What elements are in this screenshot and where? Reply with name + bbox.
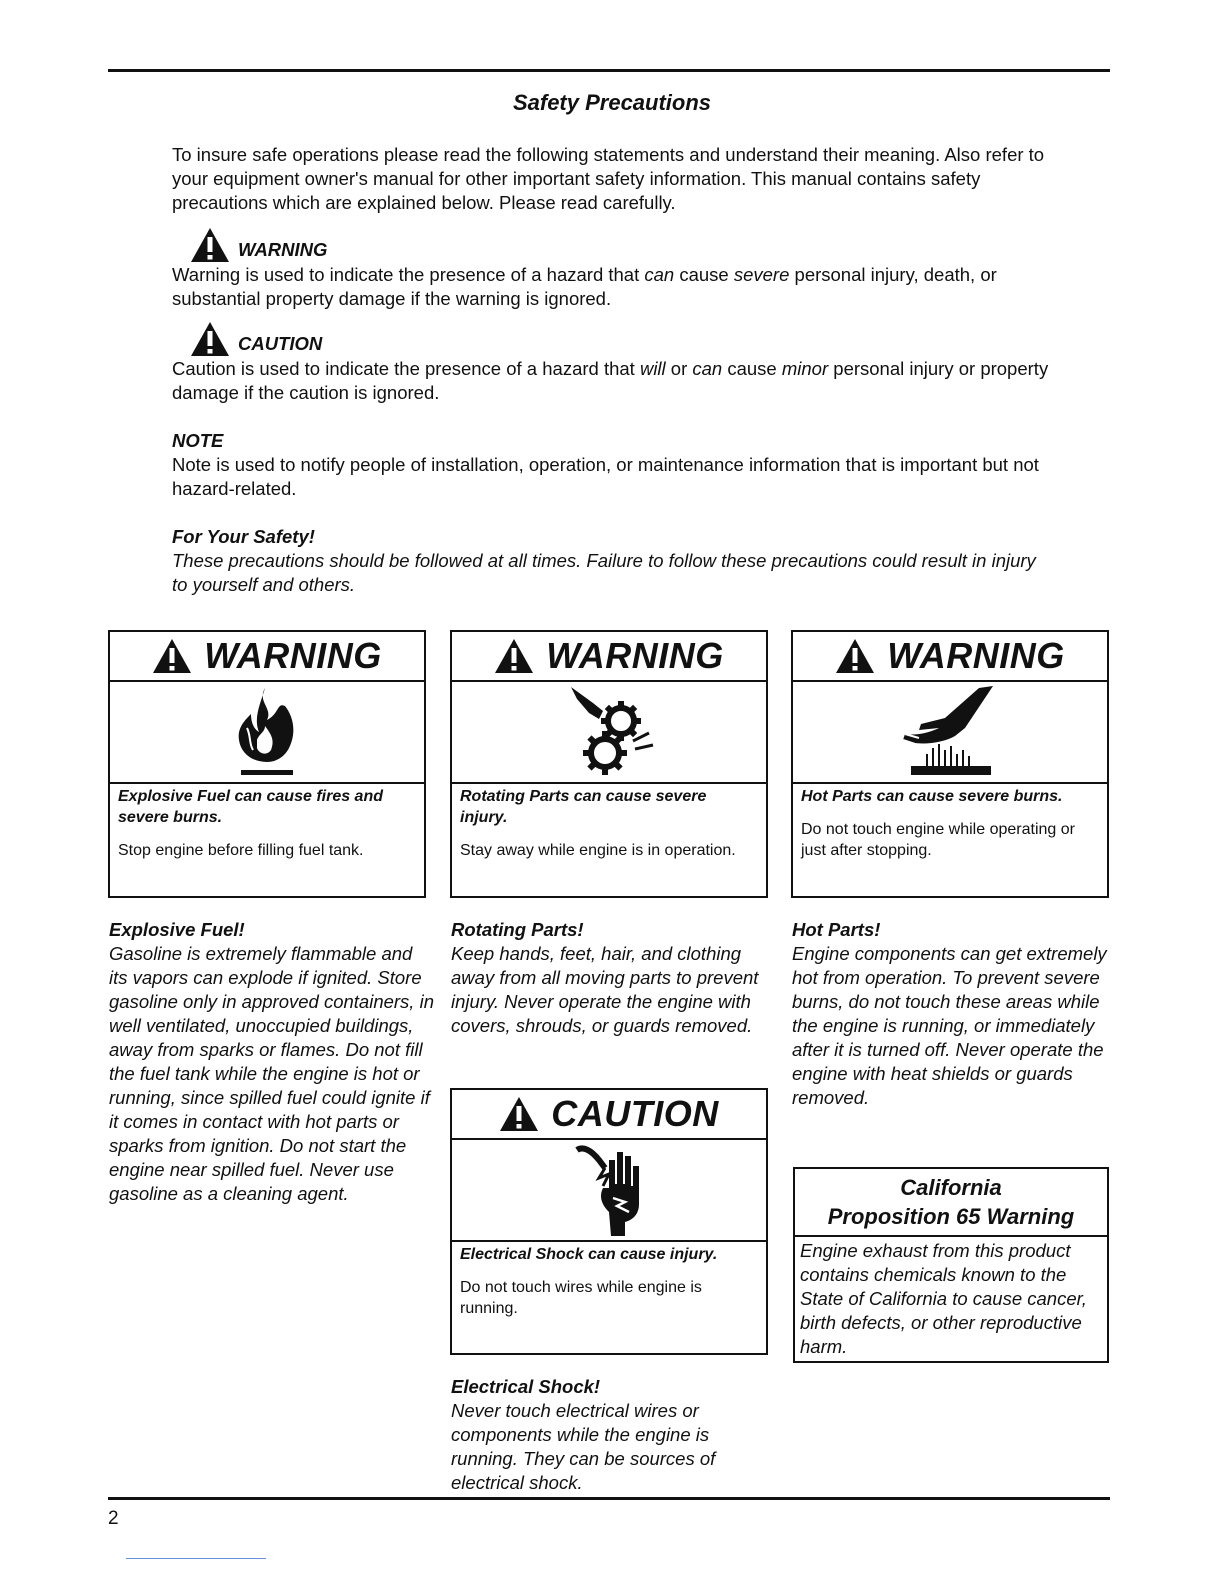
hazard-statement: Rotating Parts can cause severe injury. bbox=[460, 788, 707, 826]
detail-text: Never touch electrical wires or components while the engine is running. They can be sources of electrical shock. bbox=[451, 1400, 716, 1493]
detail-heading: Explosive Fuel! bbox=[109, 919, 245, 940]
sign-pictogram bbox=[452, 1140, 766, 1242]
caution-sign-electric bbox=[450, 1088, 768, 1355]
intro-section bbox=[172, 143, 1052, 597]
footer-link-line[interactable] bbox=[126, 1558, 266, 1559]
action-statement: Do not touch wires while engine is running. bbox=[460, 1279, 702, 1317]
caution-triangle-icon bbox=[190, 321, 230, 357]
hazard-statement: Explosive Fuel can cause fires and severe burns. bbox=[118, 788, 383, 826]
fire-icon bbox=[227, 684, 307, 780]
prop65-title-line1: California bbox=[900, 1175, 1002, 1200]
warning-triangle-icon bbox=[835, 638, 875, 674]
caution-triangle-icon bbox=[499, 1096, 539, 1132]
prop65-title-line2: Proposition 65 Warning bbox=[827, 1204, 1075, 1229]
detail-heading: Hot Parts! bbox=[792, 919, 881, 940]
sign-pictogram bbox=[793, 682, 1107, 784]
signal-word: CAUTION bbox=[551, 1093, 719, 1134]
detail-heading: Electrical Shock! bbox=[451, 1376, 601, 1397]
rotating-gears-icon bbox=[559, 683, 659, 781]
action-statement: Do not touch engine while operating or just after stopping. bbox=[801, 821, 1075, 859]
caution-label: CAUTION bbox=[238, 333, 323, 354]
warning-label: WARNING bbox=[238, 239, 328, 260]
action-statement: Stay away while engine is in operation. bbox=[460, 842, 736, 859]
sign-text bbox=[793, 784, 1107, 867]
page-title: Safety Precautions bbox=[512, 90, 712, 115]
signal-word: WARNING bbox=[887, 635, 1065, 676]
top-rule bbox=[108, 69, 1110, 72]
action-statement: Stop engine before filling fuel tank. bbox=[118, 842, 364, 859]
note-text: Note is used to notify people of installation, operation, or maintenance information that is important but not hazard-related. bbox=[172, 454, 1039, 499]
caution-definition-text: Caution is used to indicate the presence of a hazard that will or can cause minor personal injury or property damage if the caution is ignored. bbox=[172, 358, 1049, 403]
sign-pictogram bbox=[110, 682, 424, 784]
detail-rotating-parts bbox=[451, 918, 769, 1038]
note-label: NOTE bbox=[172, 430, 224, 451]
caution-definition-heading bbox=[190, 321, 1052, 357]
sign-text bbox=[452, 784, 766, 867]
sign-text bbox=[110, 784, 424, 867]
hazard-statement: Electrical Shock can cause injury. bbox=[460, 1246, 718, 1263]
warning-sign-hot bbox=[791, 630, 1109, 898]
safety-label: For Your Safety! bbox=[172, 526, 315, 547]
sign-header bbox=[452, 632, 766, 682]
detail-explosive-fuel bbox=[109, 918, 434, 1206]
warning-definition-heading bbox=[190, 227, 1052, 263]
warning-triangle-icon bbox=[152, 638, 192, 674]
warning-triangle-icon bbox=[190, 227, 230, 263]
hazard-statement: Hot Parts can cause severe burns. bbox=[801, 788, 1063, 805]
detail-heading: Rotating Parts! bbox=[451, 919, 584, 940]
warning-definition-text: Warning is used to indicate the presence of a hazard that can cause severe personal injury, death, or substantial property damage if the warning is ignored. bbox=[172, 264, 997, 309]
prop65-title bbox=[795, 1169, 1107, 1237]
hot-surface-icon bbox=[895, 684, 1005, 780]
bottom-rule bbox=[108, 1497, 1110, 1500]
intro-paragraph: To insure safe operations please read the following statements and understand their meaning. Also refer to your equipment owner's manual for other important safety information. This manual contains safety precautions which are explained below. Please read carefully. bbox=[172, 144, 1045, 213]
sign-header bbox=[452, 1090, 766, 1140]
detail-text: Engine components can get extremely hot from operation. To prevent severe burns, do not touch these areas while the engine is running, or immediately after it is turned off. Never operate the engine with heat shields or guards removed. bbox=[792, 943, 1107, 1108]
warning-sign-fuel bbox=[108, 630, 426, 898]
page-number: 2 bbox=[108, 1508, 119, 1529]
prop65-warning-box bbox=[793, 1167, 1109, 1363]
detail-text: Keep hands, feet, hair, and clothing away from all moving parts to prevent injury. Never operate the engine with covers, shrouds, or guards removed. bbox=[451, 943, 759, 1036]
detail-text: Gasoline is extremely flammable and its vapors can explode if ignited. Store gasoline only in approved containers, in well ventilated, unoccupied buildings, away from sparks or flames. Do not fill the fuel tank while the engine is hot or running, since spilled fuel could ignite if it comes in contact with hot parts or sparks from ignition. Do not start the engine near spilled fuel. Never use gasoline as a cleaning agent. bbox=[109, 943, 434, 1204]
warning-sign-rotating bbox=[450, 630, 768, 898]
warning-triangle-icon bbox=[494, 638, 534, 674]
sign-header bbox=[793, 632, 1107, 682]
sign-header bbox=[110, 632, 424, 682]
sign-text bbox=[452, 1242, 766, 1325]
detail-electrical-shock bbox=[451, 1375, 751, 1495]
safety-text: These precautions should be followed at all times. Failure to follow these precautions could result in injury to yourself and others. bbox=[172, 550, 1036, 595]
detail-hot-parts bbox=[792, 918, 1114, 1110]
prop65-text: Engine exhaust from this product contains chemicals known to the State of California to cause cancer, birth defects, or other reproductive harm. bbox=[800, 1240, 1087, 1357]
signal-word: WARNING bbox=[204, 635, 382, 676]
sign-pictogram bbox=[452, 682, 766, 784]
electric-shock-icon bbox=[569, 1142, 649, 1238]
signal-word: WARNING bbox=[546, 635, 724, 676]
